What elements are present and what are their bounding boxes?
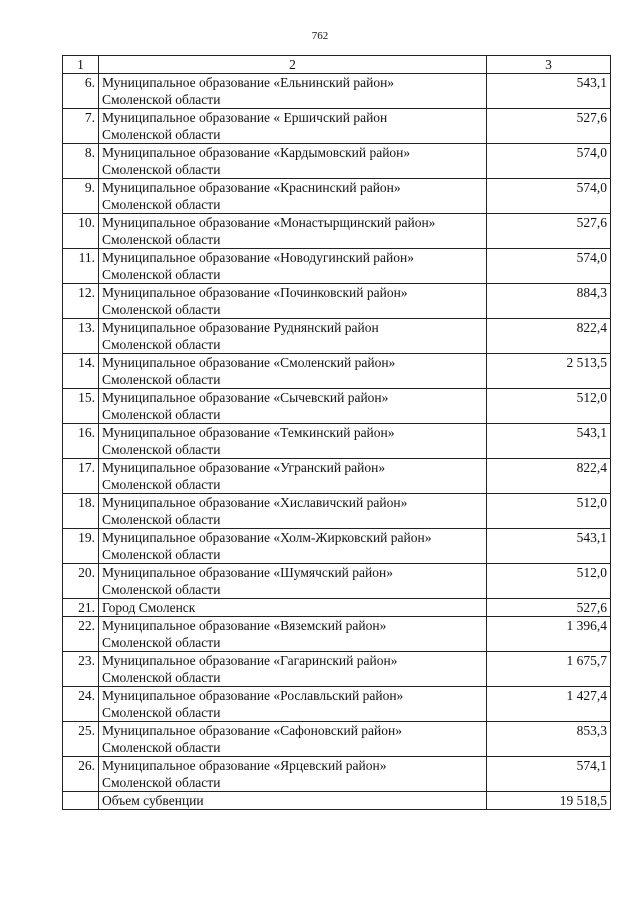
subvention-amount: 527,6: [487, 599, 611, 617]
table-row: [63, 564, 611, 599]
table-row: [63, 319, 611, 354]
table-row: [63, 109, 611, 144]
table-row: [63, 529, 611, 564]
municipality-name-line: Смоленской области: [102, 92, 221, 107]
municipality-name-line: Муниципальное образование «Хиславичский район»: [102, 495, 408, 510]
municipality-name-line: Муниципальное образование «Ельнинский район»: [102, 75, 395, 90]
municipality-name-line: Смоленской области: [102, 197, 221, 212]
page-number: 762: [311, 30, 329, 42]
subvention-amount: 822,4: [487, 459, 611, 494]
municipality-name: [99, 652, 487, 687]
municipality-name-line: Муниципальное образование «Новодугинский район»: [102, 250, 414, 265]
subvention-amount: 884,3: [487, 284, 611, 319]
table-row: [63, 144, 611, 179]
municipality-name: [99, 319, 487, 354]
municipality-name: [99, 687, 487, 722]
row-number: [63, 792, 99, 810]
municipality-name-line: Смоленской области: [102, 407, 221, 422]
table-row: [63, 354, 611, 389]
table-row: [63, 792, 611, 810]
municipality-name: [99, 354, 487, 389]
municipality-name-line: Муниципальное образование «Холм-Жирковский район»: [102, 530, 432, 545]
row-number: 10.: [63, 214, 99, 249]
municipality-name-line: Муниципальное образование Руднянский район: [102, 320, 379, 335]
municipality-name-line: Смоленской области: [102, 705, 221, 720]
row-number: 7.: [63, 109, 99, 144]
municipality-name: [99, 564, 487, 599]
municipality-name-line: Смоленской области: [102, 267, 221, 282]
municipality-name-line: Муниципальное образование «Шумячский район»: [102, 565, 393, 580]
municipality-name-line: Смоленской области: [102, 477, 221, 492]
subvention-amount: 512,0: [487, 494, 611, 529]
row-number: 25.: [63, 722, 99, 757]
subvention-amount: 574,0: [487, 179, 611, 214]
subvention-amount: 527,6: [487, 214, 611, 249]
row-number: 11.: [63, 249, 99, 284]
municipality-name-line: Муниципальное образование «Смоленский район»: [102, 355, 396, 370]
municipality-name-line: Смоленской области: [102, 582, 221, 597]
municipality-name-line: Муниципальное образование «Кардымовский район»: [102, 145, 411, 160]
column-header-1: 1: [63, 56, 99, 74]
municipality-name-line: Муниципальное образование «Сычевский район»: [102, 390, 389, 405]
row-number: 13.: [63, 319, 99, 354]
subvention-table: [62, 55, 611, 810]
row-number: 26.: [63, 757, 99, 792]
column-header-3: 3: [487, 56, 611, 74]
row-number: 17.: [63, 459, 99, 494]
subvention-amount: 1 675,7: [487, 652, 611, 687]
municipality-name-line: Смоленской области: [102, 775, 221, 790]
row-number: 16.: [63, 424, 99, 459]
municipality-name: [99, 424, 487, 459]
municipality-name: [99, 109, 487, 144]
subvention-amount: 1 396,4: [487, 617, 611, 652]
municipality-name: [99, 494, 487, 529]
subvention-amount: 543,1: [487, 74, 611, 109]
table-row: [63, 652, 611, 687]
table-row: [63, 179, 611, 214]
table-row: [63, 459, 611, 494]
municipality-name: [99, 144, 487, 179]
subvention-amount: 2 513,5: [487, 354, 611, 389]
municipality-name: [99, 617, 487, 652]
municipality-name: [99, 529, 487, 564]
row-number: 9.: [63, 179, 99, 214]
table-row: [63, 284, 611, 319]
table-row: [63, 389, 611, 424]
municipality-name-line: Муниципальное образование «Починковский район»: [102, 285, 408, 300]
municipality-name-line: Смоленской области: [102, 512, 221, 527]
municipality-name: [99, 722, 487, 757]
municipality-name-line: Муниципальное образование «Ярцевский район»: [102, 758, 387, 773]
municipality-name: [99, 459, 487, 494]
municipality-name-line: Смоленской области: [102, 635, 221, 650]
municipality-name-line: Смоленской области: [102, 670, 221, 685]
municipality-name: [99, 284, 487, 319]
row-number: 21.: [63, 599, 99, 617]
municipality-name-line: Смоленской области: [102, 232, 221, 247]
municipality-name-line: Смоленской области: [102, 162, 221, 177]
column-header-2: 2: [99, 56, 487, 74]
table-header-row: [63, 56, 611, 74]
municipality-name: [99, 214, 487, 249]
municipality-name-line: Муниципальное образование «Угранский район»: [102, 460, 386, 475]
subvention-amount: 574,0: [487, 249, 611, 284]
subvention-amount: 19 518,5: [487, 792, 611, 810]
row-number: 8.: [63, 144, 99, 179]
row-number: 12.: [63, 284, 99, 319]
municipality-name-line: Смоленской области: [102, 337, 221, 352]
municipality-name-line: Смоленской области: [102, 442, 221, 457]
municipality-name-line: Муниципальное образование «Рославльский район»: [102, 688, 404, 703]
table-row: [63, 214, 611, 249]
row-number: 14.: [63, 354, 99, 389]
row-number: 18.: [63, 494, 99, 529]
municipality-name-line: Муниципальное образование « Ершичский район: [102, 110, 388, 125]
subvention-amount: 512,0: [487, 389, 611, 424]
municipality-name-line: Муниципальное образование «Гагаринский район»: [102, 653, 398, 668]
table-row: [63, 249, 611, 284]
municipality-name-line: Объем субвенции: [102, 793, 204, 808]
municipality-name: [99, 74, 487, 109]
row-number: 24.: [63, 687, 99, 722]
municipality-name: [99, 792, 487, 810]
table-row: [63, 757, 611, 792]
municipality-name-line: Муниципальное образование «Темкинский район»: [102, 425, 395, 440]
municipality-name-line: Муниципальное образование «Сафоновский район»: [102, 723, 402, 738]
municipality-name-line: Смоленской области: [102, 740, 221, 755]
row-number: 19.: [63, 529, 99, 564]
municipality-name: [99, 599, 487, 617]
subvention-amount: 1 427,4: [487, 687, 611, 722]
municipality-name: [99, 249, 487, 284]
subvention-amount: 574,1: [487, 757, 611, 792]
subvention-amount: 574,0: [487, 144, 611, 179]
subvention-amount: 543,1: [487, 529, 611, 564]
table-row: [63, 599, 611, 617]
row-number: 20.: [63, 564, 99, 599]
subvention-amount: 822,4: [487, 319, 611, 354]
municipality-name-line: Смоленской области: [102, 547, 221, 562]
municipality-name-line: Муниципальное образование «Краснинский район»: [102, 180, 401, 195]
table-body: [63, 74, 611, 810]
municipality-name: [99, 389, 487, 424]
subvention-amount: 543,1: [487, 424, 611, 459]
subvention-amount: 527,6: [487, 109, 611, 144]
municipality-name: [99, 179, 487, 214]
municipality-name-line: Смоленской области: [102, 302, 221, 317]
row-number: 23.: [63, 652, 99, 687]
row-number: 15.: [63, 389, 99, 424]
table-row: [63, 494, 611, 529]
municipality-name-line: Смоленской области: [102, 127, 221, 142]
table-row: [63, 74, 611, 109]
municipality-name-line: Смоленской области: [102, 372, 221, 387]
table-row: [63, 687, 611, 722]
municipality-name-line: Муниципальное образование «Монастырщинский район»: [102, 215, 436, 230]
table-row: [63, 424, 611, 459]
municipality-name-line: Город Смоленск: [102, 600, 196, 615]
municipality-name-line: Муниципальное образование «Вяземский район»: [102, 618, 387, 633]
subvention-amount: 512,0: [487, 564, 611, 599]
row-number: 6.: [63, 74, 99, 109]
subvention-amount: 853,3: [487, 722, 611, 757]
table-row: [63, 722, 611, 757]
table-row: [63, 617, 611, 652]
row-number: 22.: [63, 617, 99, 652]
municipality-name: [99, 757, 487, 792]
